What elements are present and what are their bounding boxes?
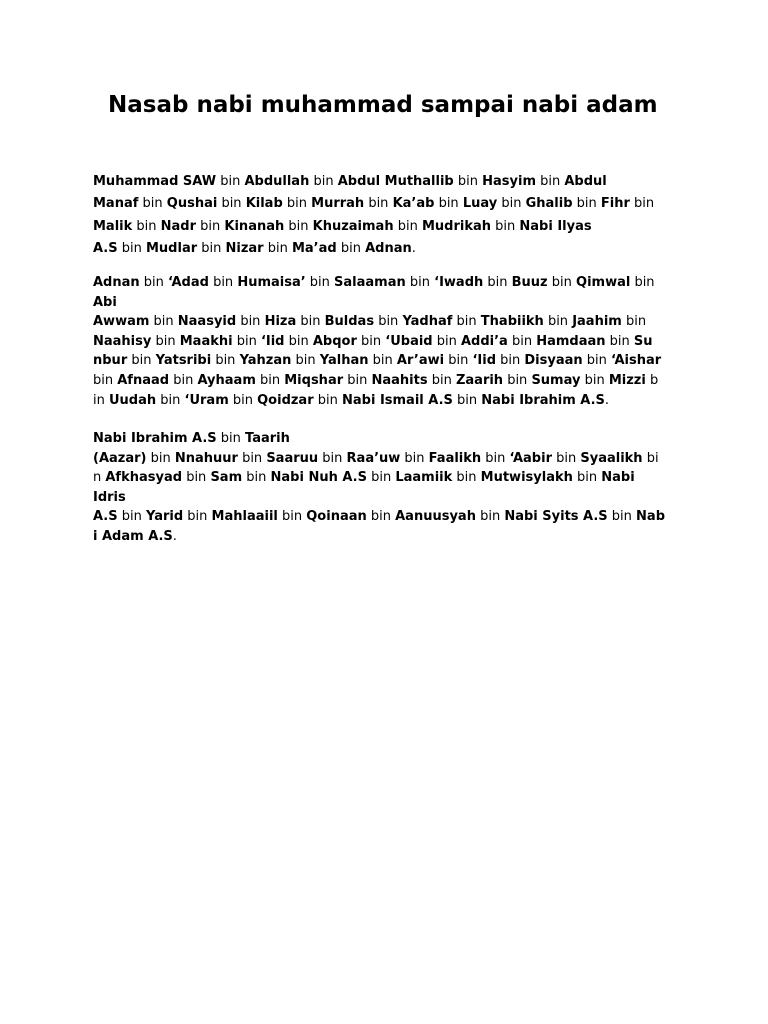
name-text — [271, 470, 367, 485]
bold-name: Adnan — [365, 241, 412, 257]
connector-text: bin — [169, 372, 198, 388]
name-text — [393, 196, 435, 211]
document-title: Nasab nabi muhammad sampai nabi adam — [108, 92, 658, 118]
name-text — [93, 174, 216, 189]
connector-text: bin — [117, 509, 146, 525]
bold-name: Nnahuur — [174, 450, 238, 466]
name-text — [313, 219, 394, 234]
name-text — [265, 314, 297, 329]
bold-name: ‘Iwadh — [434, 275, 484, 290]
text-line — [93, 312, 677, 332]
name-text — [338, 174, 454, 189]
bold-name: ‘Aabir — [509, 450, 552, 466]
bold-name: Nabi Syits A.S — [504, 509, 608, 525]
name-text — [504, 509, 607, 524]
name-text — [609, 373, 646, 388]
name-text — [576, 275, 630, 290]
paragraph-1 — [93, 171, 677, 261]
bold-name: Nab — [636, 509, 666, 525]
bold-name: Abdul — [564, 174, 607, 189]
name-text — [461, 334, 508, 349]
connector-text: bin — [481, 450, 510, 466]
bold-name: Su — [633, 333, 653, 349]
name-text — [284, 373, 343, 388]
bold-name: ‘Adad — [168, 275, 209, 290]
connector-text: in — [93, 392, 109, 408]
bold-name: Syaalikh — [580, 450, 643, 466]
bold-name: Hasyim — [482, 174, 536, 189]
bold-name: Mudlar — [145, 241, 198, 257]
name-text — [244, 174, 309, 189]
bold-name: Malik — [93, 218, 133, 234]
bold-name: Qoinaan — [306, 509, 367, 525]
text-line — [93, 351, 677, 371]
text-line — [93, 488, 677, 508]
bold-name: Abdullah — [244, 174, 310, 189]
connector-text: bin — [183, 509, 212, 525]
bold-name: i Adam A.S — [93, 528, 173, 544]
text-line — [93, 293, 677, 313]
bold-name: Khuzaimah — [312, 218, 394, 234]
connector-text: bin — [452, 314, 481, 330]
name-text — [226, 241, 264, 256]
bold-name: Buuz — [511, 275, 548, 290]
name-text — [210, 470, 242, 485]
name-text — [237, 275, 305, 290]
connector-text: bin — [572, 196, 601, 212]
connector-text: bin — [228, 392, 258, 408]
connector-text: bin — [236, 314, 265, 330]
bold-name: Qushai — [166, 196, 218, 212]
connector-text: bin — [536, 174, 565, 189]
bold-name: Sam — [210, 470, 243, 486]
connector-text: n — [93, 470, 106, 486]
bold-name: Raa’uw — [346, 450, 401, 466]
bold-name: Naasyid — [177, 314, 237, 330]
name-text — [481, 470, 573, 485]
name-text — [161, 219, 196, 234]
name-text — [313, 334, 357, 349]
name-text — [109, 393, 156, 408]
bold-name: Afnaad — [117, 372, 170, 388]
bold-name: Qoidzar — [257, 392, 314, 408]
connector-text: bin — [366, 470, 396, 486]
bold-name: Luay — [462, 196, 498, 212]
connector-text: bin — [211, 353, 240, 369]
connector-text: bin — [444, 353, 473, 369]
name-text — [156, 353, 212, 368]
name-text — [93, 529, 173, 544]
bold-name: ‘Iid — [260, 333, 285, 349]
bold-name: Ar’awi — [396, 353, 445, 369]
connector-text: bin — [305, 275, 335, 290]
text-line — [93, 468, 677, 488]
bold-name: Uudah — [108, 392, 157, 408]
name-text — [245, 431, 290, 446]
name-text — [526, 196, 573, 211]
connector-text: . — [172, 528, 177, 544]
text-line — [93, 193, 677, 215]
connector-text: bin — [453, 174, 483, 189]
connector-text: bin — [242, 470, 271, 486]
name-text — [180, 334, 233, 349]
name-text — [429, 451, 481, 466]
name-text — [611, 353, 661, 368]
bold-name: Nabi — [601, 470, 635, 486]
bold-name: Ghalib — [525, 196, 573, 212]
bold-name: ‘Iid — [472, 353, 497, 369]
text-line — [93, 216, 677, 238]
connector-text: bin — [263, 241, 292, 257]
name-text — [397, 353, 444, 368]
connector-text: bin — [475, 509, 505, 525]
connector-text: bin — [182, 470, 211, 486]
name-text — [246, 196, 283, 211]
bold-name: Kinanah — [224, 218, 285, 234]
name-text — [347, 451, 401, 466]
connector-text: bin — [232, 333, 261, 349]
bold-name: Faalikh — [428, 450, 482, 466]
connector-text: bin — [208, 275, 238, 290]
bold-name: A.S — [93, 509, 118, 525]
name-text — [434, 275, 483, 290]
connector-text: bi — [642, 450, 659, 466]
name-text — [402, 314, 452, 329]
bold-name: Fihr — [600, 196, 630, 212]
text-line — [93, 332, 677, 352]
bold-name: Qimwal — [576, 275, 631, 290]
connector-text: bin — [427, 372, 456, 388]
name-text — [212, 509, 278, 524]
name-text — [482, 174, 536, 189]
connector-text: bin — [196, 218, 225, 234]
bold-name: ‘Ubaid — [385, 333, 433, 349]
connector-text: bin — [400, 450, 429, 466]
name-text — [93, 314, 149, 329]
bold-name: Taarih — [245, 431, 290, 446]
connector-text: bin — [503, 372, 532, 388]
connector-text: bin — [313, 392, 342, 408]
bold-name: Nadr — [160, 218, 197, 234]
name-text — [395, 509, 476, 524]
text-line — [93, 238, 677, 260]
connector-text: bin — [374, 314, 403, 330]
bold-name: Nabi Ibrahim A.S — [481, 392, 605, 408]
name-text — [512, 275, 548, 290]
bold-name: Muhammad SAW — [93, 174, 217, 189]
connector-text: bin — [139, 275, 169, 290]
bold-name: Nizar — [225, 241, 264, 257]
name-text — [481, 393, 605, 408]
connector-text: bin — [309, 174, 338, 189]
connector-text: bin — [151, 333, 180, 349]
name-text — [93, 353, 127, 368]
bold-name: A.S — [93, 241, 118, 257]
text-line — [93, 371, 677, 391]
bold-name: Yarid — [145, 509, 184, 525]
name-text — [93, 451, 146, 466]
connector-text: bin — [607, 509, 637, 525]
bold-name: Mudrikah — [421, 218, 491, 234]
name-text — [320, 353, 369, 368]
bold-name: Nabi Ibrahim A.S — [93, 431, 217, 446]
connector-text: bin — [630, 275, 655, 290]
bold-name: Yatsribi — [155, 353, 212, 369]
name-text — [93, 490, 126, 505]
name-text — [93, 295, 117, 310]
text-line — [93, 449, 677, 469]
connector-text: bin — [197, 241, 226, 257]
name-text — [531, 373, 580, 388]
bold-name: Adnan — [93, 275, 140, 290]
bold-name: Naahisy — [93, 333, 152, 349]
bold-name: Yadhaf — [402, 314, 453, 330]
connector-text: bin — [216, 431, 246, 446]
bold-name: Miqshar — [284, 372, 344, 388]
name-text — [168, 275, 209, 290]
name-text — [105, 470, 182, 485]
name-text — [372, 373, 428, 388]
connector-text: bin — [405, 275, 435, 290]
name-text — [519, 219, 591, 234]
bold-name: Laamiik — [395, 470, 453, 486]
name-text — [185, 393, 229, 408]
bold-name: Nabi Ilyas — [519, 218, 592, 234]
connector-text: bin — [237, 450, 267, 466]
connector-text: bin — [483, 275, 512, 290]
connector-text: bin — [621, 314, 647, 330]
connector-text: bin — [138, 196, 167, 212]
bold-name: Afkhasyad — [105, 470, 183, 486]
connector-text: bin — [551, 450, 581, 466]
bold-name: Mutwisylakh — [480, 470, 573, 486]
name-text — [325, 314, 374, 329]
text-line — [93, 171, 677, 193]
bold-name: Manaf — [93, 196, 139, 212]
text-line — [93, 273, 677, 293]
connector-text: bin — [284, 333, 313, 349]
name-text — [463, 196, 497, 211]
text-line — [93, 429, 677, 449]
bold-name: Ma’ad — [291, 241, 337, 257]
name-text — [601, 470, 634, 485]
connector-text: bin — [132, 218, 161, 234]
connector-text: bin — [117, 241, 146, 257]
name-text — [342, 393, 453, 408]
connector-text: bin — [336, 241, 366, 257]
connector-text: bin — [629, 196, 655, 212]
bold-name: ‘Aishar — [611, 353, 662, 369]
name-text — [385, 334, 432, 349]
connector-text: bin — [343, 372, 372, 388]
bold-name: Awwam — [93, 314, 150, 330]
connector-text: bin — [146, 450, 175, 466]
bold-name: Kilab — [245, 196, 283, 212]
name-text — [93, 431, 217, 446]
name-text — [365, 241, 412, 256]
name-text — [292, 241, 337, 256]
connector-text: bin — [216, 174, 245, 189]
connector-text: bin — [282, 196, 312, 212]
name-text — [93, 275, 140, 290]
connector-text: bin — [580, 372, 609, 388]
name-text — [481, 314, 544, 329]
name-text — [266, 451, 318, 466]
name-text — [117, 373, 169, 388]
name-text — [167, 196, 218, 211]
bold-name: Abqor — [312, 333, 357, 349]
connector-text: bin — [296, 314, 325, 330]
bold-name: Jaahim — [572, 314, 622, 330]
bold-name: Abdul Muthallib — [337, 174, 454, 189]
bold-name: Hiza — [264, 314, 297, 330]
connector-text: bin — [93, 372, 118, 388]
name-text — [422, 219, 491, 234]
bold-name: Sumay — [531, 372, 581, 388]
connector-text: bin — [291, 353, 320, 369]
bold-name: Disyaan — [524, 353, 583, 369]
bold-name: Ka’ab — [392, 196, 435, 212]
connector-text: bin — [543, 314, 573, 330]
bold-name: Addi’a — [460, 333, 508, 349]
bold-name: ‘Uram — [184, 392, 229, 408]
connector-text: bin — [452, 392, 482, 408]
name-text — [306, 509, 367, 524]
connector-text: bin — [491, 218, 520, 234]
bold-name: Aanuusyah — [395, 509, 476, 525]
text-line — [93, 507, 677, 527]
connector-text: bin — [393, 218, 422, 234]
name-text — [257, 393, 314, 408]
name-text — [510, 451, 552, 466]
bold-name: Nabi Ismail A.S — [342, 392, 453, 408]
bold-name: Idris — [93, 489, 126, 505]
connector-text: bin — [156, 392, 185, 408]
connector-text: bin — [582, 353, 612, 369]
bold-name: Maakhi — [179, 333, 233, 349]
name-text — [636, 509, 665, 524]
connector-text: bin — [364, 196, 393, 212]
name-text — [240, 353, 292, 368]
connector-text: bin — [434, 196, 463, 212]
connector-text: bin — [507, 333, 537, 349]
name-text — [146, 241, 197, 256]
bold-name: Mahlaaiil — [211, 509, 278, 525]
name-text — [224, 219, 284, 234]
bold-name: Yahzan — [239, 353, 292, 369]
name-text — [93, 241, 118, 256]
name-text — [536, 334, 605, 349]
connector-text: bin — [497, 196, 526, 212]
name-text — [395, 470, 452, 485]
paragraph-3 — [93, 429, 677, 547]
bold-name: Zaarih — [455, 372, 504, 388]
bold-name: Nabi Nuh A.S — [270, 470, 367, 486]
name-text — [178, 314, 236, 329]
name-text — [580, 451, 642, 466]
connector-text: . — [604, 392, 610, 408]
bold-name: Ayhaam — [197, 372, 256, 388]
connector-text: bin — [452, 470, 481, 486]
bold-name: Salaaman — [334, 275, 406, 290]
connector-text: bin — [284, 218, 313, 234]
bold-name: Hamdaan — [536, 333, 606, 349]
paragraph-2 — [93, 273, 677, 410]
name-text — [197, 373, 255, 388]
connector-text: . — [411, 241, 416, 257]
name-text — [93, 219, 132, 234]
connector-text: bin — [496, 353, 525, 369]
connector-text: bin — [127, 353, 156, 369]
text-line — [93, 527, 677, 547]
connector-text: bin — [149, 314, 178, 330]
bold-name: Thabiikh — [480, 314, 544, 330]
bold-name: (Aazar) — [93, 450, 147, 466]
name-text — [472, 353, 496, 368]
name-text — [572, 314, 622, 329]
bold-name: Murrah — [311, 196, 365, 212]
bold-name: Buldas — [324, 314, 375, 330]
bold-name: Yalhan — [319, 353, 369, 369]
name-text — [93, 334, 151, 349]
connector-text: bin — [356, 333, 386, 349]
connector-text: bin — [572, 470, 602, 486]
name-text — [601, 196, 630, 211]
bold-name: Mizzi — [608, 372, 646, 388]
name-text — [564, 174, 606, 189]
connector-text: bin — [368, 353, 397, 369]
name-text — [261, 334, 285, 349]
connector-text: bin — [318, 450, 347, 466]
connector-text: bin — [255, 372, 285, 388]
bold-name: Humaisa’ — [237, 275, 306, 290]
bold-name: Abi — [93, 294, 117, 310]
name-text — [175, 451, 238, 466]
name-text — [456, 373, 503, 388]
connector-text: b — [645, 372, 659, 388]
name-text — [311, 196, 364, 211]
text-line — [93, 391, 677, 411]
connector-text: bin — [277, 509, 307, 525]
name-text — [634, 334, 653, 349]
name-text — [524, 353, 582, 368]
name-text — [93, 509, 118, 524]
connector-text: bin — [605, 333, 634, 349]
bold-name: Naahits — [371, 372, 428, 388]
bold-name: nbur — [93, 353, 128, 369]
name-text — [146, 509, 183, 524]
name-text — [93, 196, 138, 211]
connector-text: bin — [547, 275, 577, 290]
name-text — [334, 275, 406, 290]
connector-text: bin — [366, 509, 396, 525]
connector-text: bin — [217, 196, 246, 212]
connector-text: bin — [432, 333, 461, 349]
bold-name: Saaruu — [266, 450, 319, 466]
